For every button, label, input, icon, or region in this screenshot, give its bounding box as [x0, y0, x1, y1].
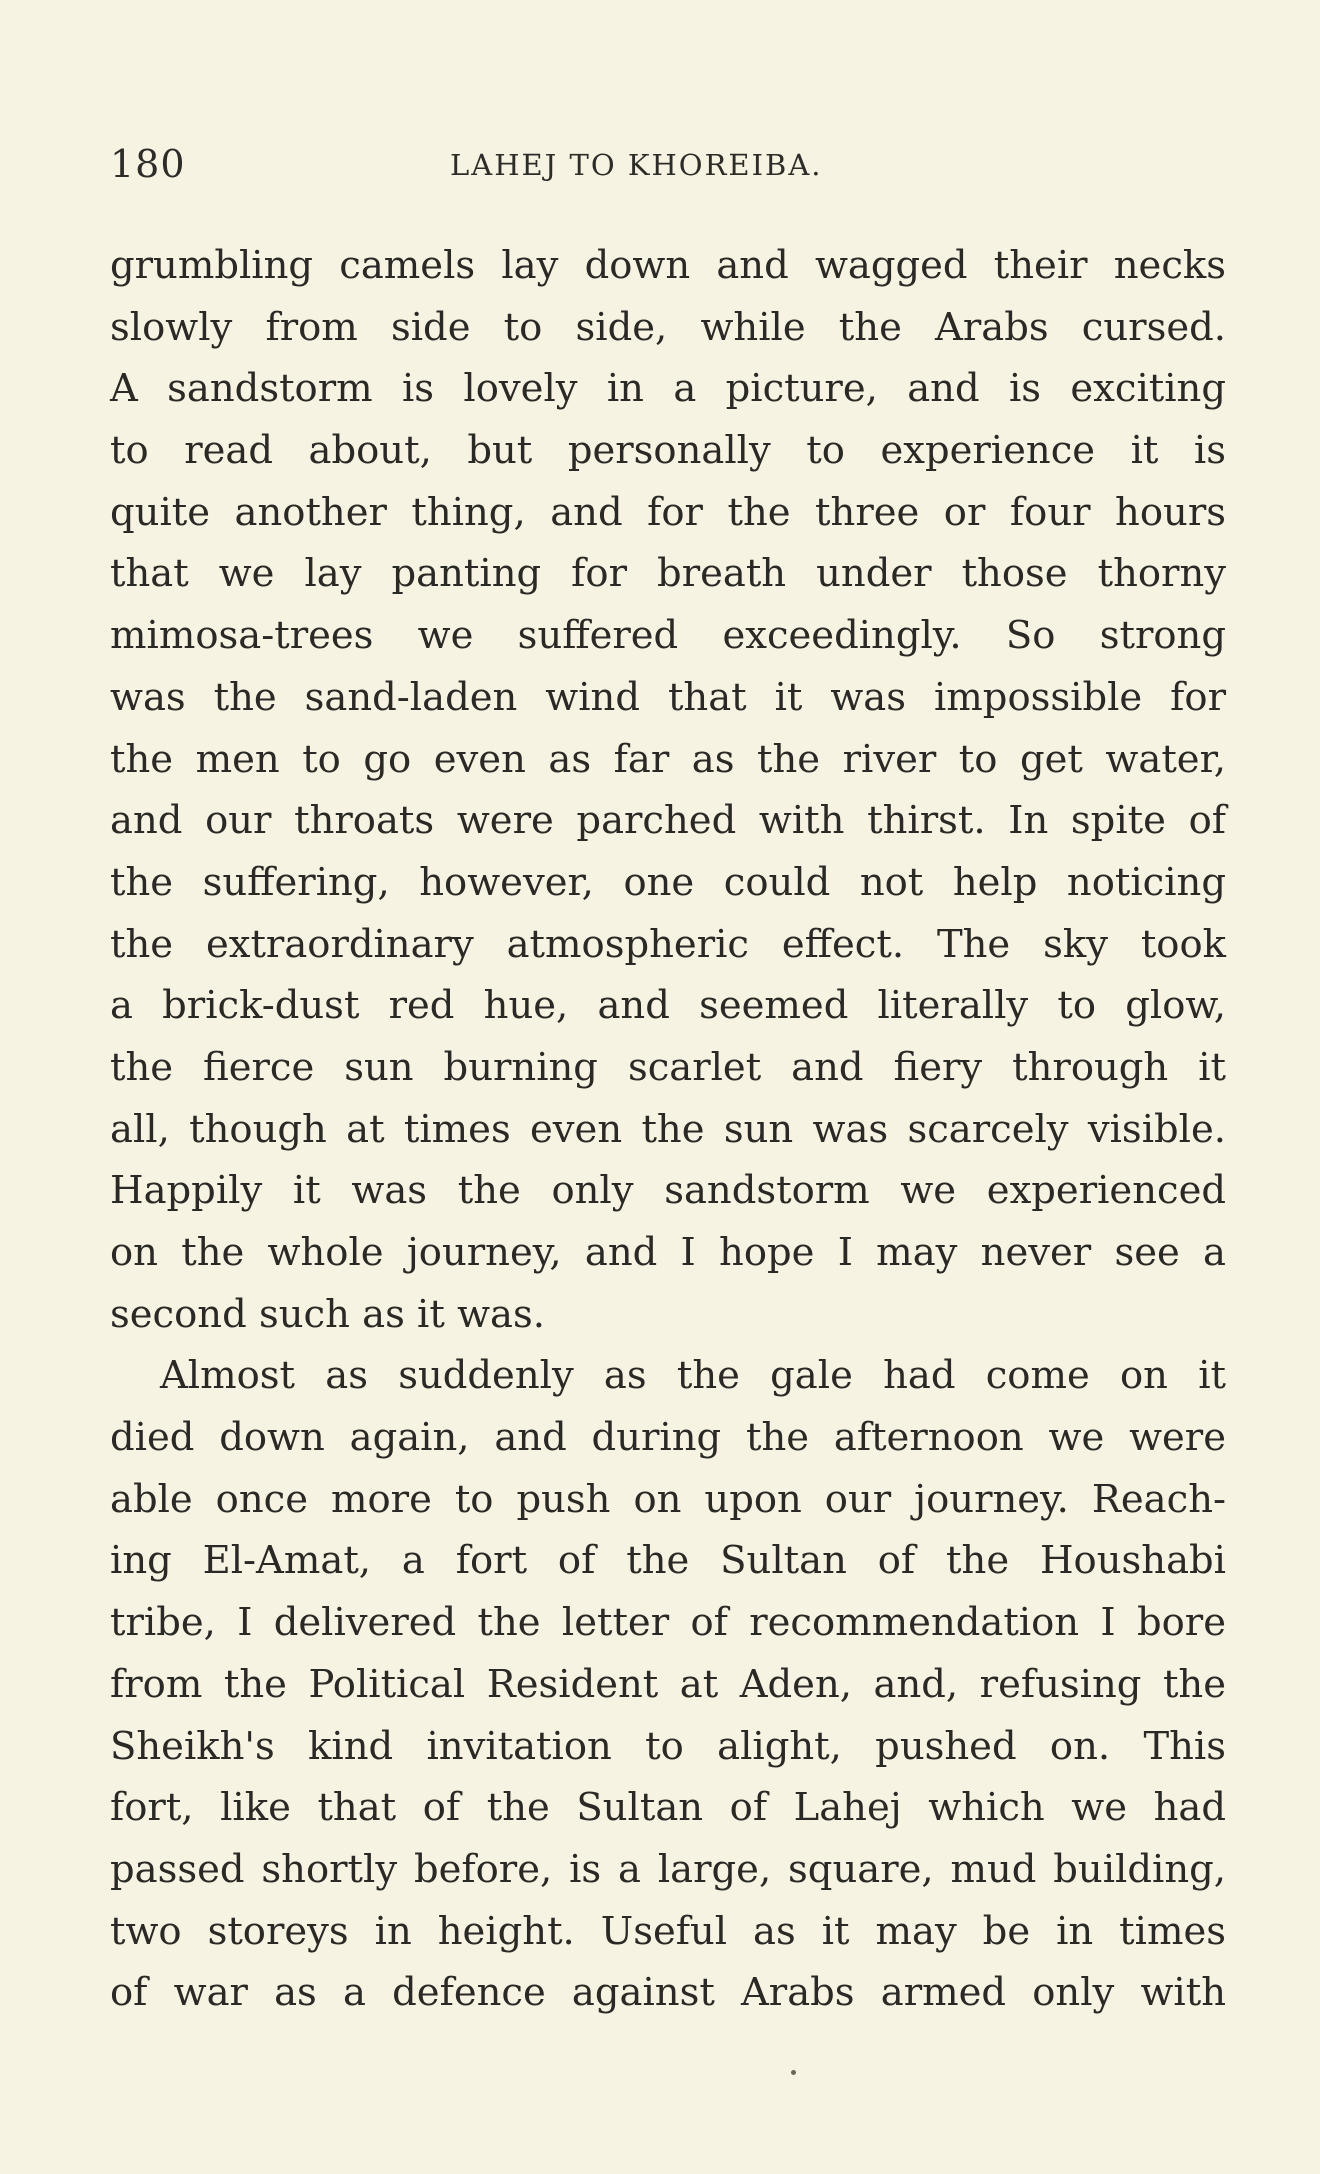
text-line: quite another thing, and for the three or four hours	[110, 489, 1226, 535]
text-line: grumbling camels lay down and wagged their necks	[110, 243, 1226, 288]
text-line: mimosa-trees we suffered exceedingly. So strong	[110, 613, 1226, 659]
page-header	[110, 142, 1226, 192]
text-line: all, though at times even the sun was scarcely visible.	[110, 1106, 1226, 1152]
text-line: tribe, I delivered the letter of recommendation I bore	[110, 1600, 1226, 1646]
text-line: Almost as suddenly as the gale had come on it	[160, 1353, 1226, 1399]
text-line: passed shortly before, is a large, square, mud building,	[110, 1846, 1226, 1892]
text-line: fort, like that of the Sultan of Lahej which we had	[110, 1785, 1226, 1831]
text-line: of war as a defence against Arabs armed only with	[110, 1970, 1226, 2016]
text-line: the suffering, however, one could not help noticing	[110, 859, 1226, 905]
text-line: two storeys in height. Useful as it may be in times	[110, 1908, 1226, 1954]
text-line: A sandstorm is lovely in a picture, and is exciting	[110, 366, 1226, 412]
text-line: the men to go even as far as the river to get water,	[110, 736, 1226, 782]
text-line: the extraordinary atmospheric effect. The sky took	[110, 921, 1226, 967]
page-number: 180	[110, 142, 186, 186]
text-line: Happily it was the only sandstorm we experienced	[110, 1168, 1226, 1214]
text-line: from the Political Resident at Aden, and, refusing the	[110, 1661, 1226, 1707]
paragraph-1	[110, 235, 1226, 1345]
running-title: LAHEJ TO KHOREIBA.	[450, 148, 823, 182]
text-line: ing El-Amat, a fort of the Sultan of the Houshabi	[110, 1538, 1226, 1584]
text-line: was the sand-laden wind that it was impossible for	[110, 674, 1226, 720]
paragraph-2	[110, 1345, 1226, 2024]
text-line: Sheikh's kind invitation to alight, pushed on. This	[110, 1723, 1226, 1769]
text-line: that we lay panting for breath under those thorny	[110, 551, 1226, 597]
text-line: and our throats were parched with thirst. In spite of	[110, 798, 1226, 844]
text-line: died down again, and during the afternoon we were	[110, 1415, 1226, 1461]
paper-speck	[791, 2070, 796, 2075]
text-line: on the whole journey, and I hope I may never see a	[110, 1230, 1226, 1275]
text-line: to read about, but personally to experience it is	[110, 428, 1226, 474]
text-line: second such as it was.	[110, 1291, 545, 1337]
text-line: slowly from side to side, while the Arabs cursed.	[110, 304, 1226, 350]
text-line: the fierce sun burning scarlet and fiery through it	[110, 1044, 1226, 1090]
text-line: able once more to push on upon our journey. Reach-	[110, 1476, 1226, 1522]
text-line: a brick-dust red hue, and seemed literally to glow,	[110, 983, 1226, 1029]
body-text	[110, 235, 1226, 2024]
